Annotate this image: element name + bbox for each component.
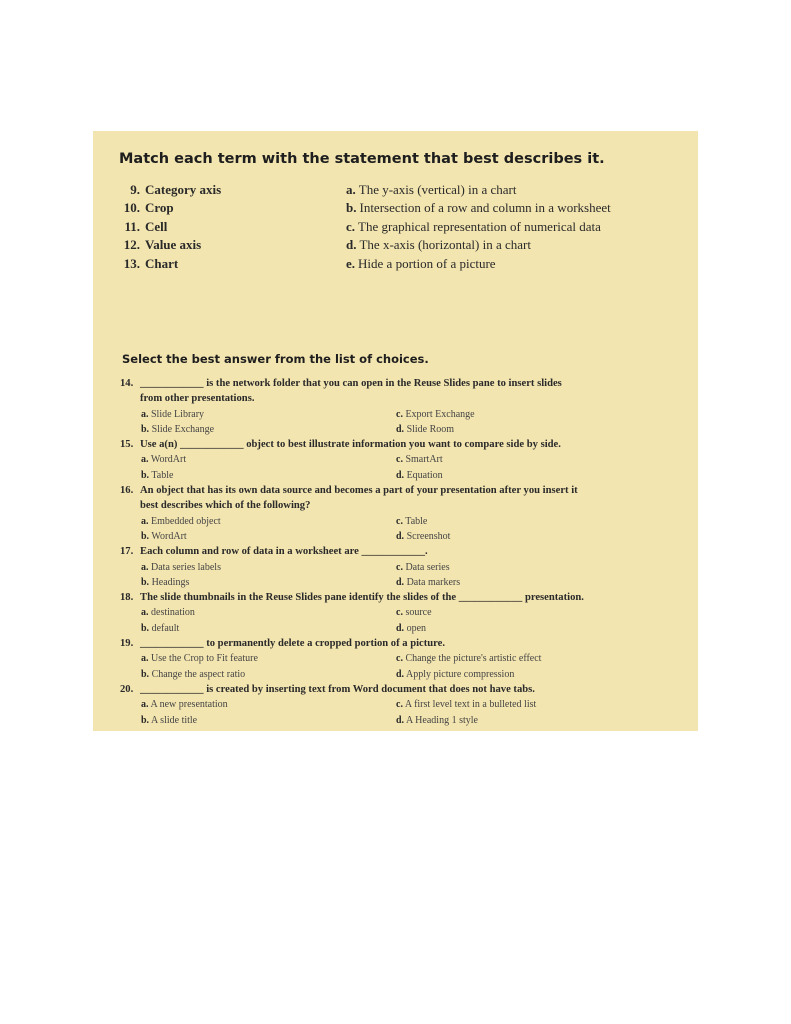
answer-option	[396, 713, 478, 728]
option-letter: c.	[396, 607, 403, 619]
option-letter: c.	[396, 454, 403, 466]
matching-definition	[346, 218, 611, 236]
answer-option	[396, 621, 426, 636]
answer-options	[120, 560, 695, 591]
option-letter: d.	[396, 622, 405, 634]
option-text: WordArt	[150, 454, 187, 466]
option-letter: c.	[396, 699, 403, 711]
definition-letter: a.	[346, 182, 356, 197]
answer-option	[141, 529, 187, 544]
answer-options	[120, 407, 695, 438]
option-text: Data series	[405, 561, 450, 573]
question-stem	[120, 682, 695, 697]
option-text: Table	[405, 515, 428, 527]
answer-options	[120, 605, 695, 636]
answer-option	[396, 651, 541, 666]
question-text: ____________ is the network folder that you can open in the Reuse Slides pane to insert slides	[140, 378, 562, 389]
option-text: Slide Exchange	[151, 423, 215, 435]
definition-letter: c.	[346, 218, 356, 234]
answer-option	[141, 422, 214, 437]
term-number: 13.	[123, 255, 140, 271]
option-letter: a.	[141, 699, 149, 711]
option-letter: d.	[396, 469, 405, 481]
definition-text: Hide a portion of a picture	[358, 255, 496, 271]
option-text: Data series labels	[151, 561, 221, 573]
term-number: 10.	[123, 200, 140, 216]
question-text-continued: from other presentations.	[140, 393, 255, 405]
question-text: ____________ to permanently delete a cropped portion of a picture.	[140, 638, 446, 650]
answer-option	[141, 697, 228, 712]
option-text: A new presentation	[150, 699, 228, 711]
option-letter: b.	[141, 423, 150, 435]
option-letter: a.	[141, 515, 149, 527]
matching-definition	[346, 236, 611, 254]
option-letter: c.	[396, 408, 403, 420]
question-stem	[120, 483, 695, 498]
answer-option	[396, 452, 443, 467]
answer-option	[141, 605, 195, 620]
option-letter: a.	[141, 607, 149, 619]
answer-option	[141, 452, 186, 467]
definition-text: Intersection of a row and column in a worksheet	[359, 200, 611, 216]
question-stem	[120, 636, 695, 651]
option-text: SmartArt	[405, 454, 443, 466]
matching-heading: Match each term with the statement that best describes it.	[119, 151, 605, 167]
question-text: An object that has its own data source and becomes a part of your presentation after you insert it	[140, 485, 578, 497]
answer-option	[141, 468, 173, 483]
answer-option	[396, 529, 450, 544]
answer-option	[141, 651, 258, 666]
question-stem	[120, 437, 695, 452]
term-text: Value axis	[145, 237, 202, 253]
option-text: Change the aspect ratio	[151, 668, 246, 680]
option-text: Equation	[406, 469, 443, 481]
option-text: WordArt	[151, 530, 187, 542]
option-letter: b.	[141, 530, 150, 542]
option-letter: a.	[141, 408, 149, 420]
definition-letter: b.	[346, 200, 357, 216]
term-text: Cell	[145, 218, 168, 234]
option-text: default	[151, 622, 180, 634]
answer-option	[396, 605, 432, 620]
answer-option	[141, 560, 221, 575]
matching-definitions-list	[346, 181, 611, 273]
option-text: Use the Crop to Fit feature	[151, 653, 258, 665]
matching-terms-list	[119, 181, 221, 273]
answer-option	[141, 407, 204, 422]
option-text: Screenshot	[406, 530, 451, 542]
definition-text: The x-axis (horizontal) in a chart	[359, 237, 531, 253]
option-text: Change the picture's artistic effect	[405, 653, 542, 665]
option-text: Embedded object	[151, 515, 221, 527]
option-text: open	[406, 622, 427, 634]
option-letter: b.	[141, 668, 150, 680]
answer-option	[141, 575, 189, 590]
question-stem	[120, 376, 695, 391]
option-text: source	[405, 607, 432, 619]
matching-term	[119, 236, 221, 254]
answer-option	[396, 560, 450, 575]
question-text-continued: best describes which of the following?	[140, 500, 311, 512]
option-text: Headings	[151, 576, 190, 588]
option-text: Slide Library	[151, 408, 205, 420]
answer-option	[396, 575, 460, 590]
term-number: 12.	[123, 237, 140, 253]
option-text: Export Exchange	[405, 408, 475, 420]
option-letter: a.	[141, 653, 149, 665]
question-text: The slide thumbnails in the Reuse Slides pane identify the slides of the ____________ presentation.	[140, 592, 584, 604]
option-text: Slide Room	[406, 423, 455, 435]
definition-text: The graphical representation of numerical data	[358, 218, 601, 234]
multiple-choice-heading: Select the best answer from the list of choices.	[122, 352, 429, 366]
option-letter: d.	[396, 576, 405, 588]
term-number: 9.	[130, 182, 140, 197]
question-number: 18.	[120, 592, 134, 604]
question-number: 14.	[120, 378, 134, 389]
question-text: ____________ is created by inserting text from Word document that does not have tabs.	[140, 683, 535, 695]
answer-option	[396, 667, 514, 682]
option-text: A Heading 1 style	[406, 714, 478, 726]
answer-options	[120, 651, 695, 682]
matching-term	[119, 181, 221, 199]
multiple-choice-list	[120, 376, 695, 728]
option-letter: b.	[141, 469, 150, 481]
term-text: Crop	[145, 200, 174, 216]
matching-term	[119, 199, 221, 217]
question-text: Each column and row of data in a worksheet are ____________.	[140, 546, 428, 558]
question-number: 16.	[120, 485, 134, 497]
matching-definition	[346, 181, 611, 199]
answer-options	[120, 697, 695, 728]
matching-definition	[346, 199, 611, 217]
option-text: A first level text in a bulleted list	[404, 699, 537, 711]
option-letter: b.	[141, 576, 150, 588]
answer-option	[396, 407, 475, 422]
answer-options	[120, 514, 695, 545]
option-text: A slide title	[151, 714, 198, 726]
answer-option	[141, 621, 179, 636]
definition-text: The y-axis (vertical) in a chart	[358, 182, 517, 197]
option-text: Data markers	[406, 576, 461, 588]
question-number: 20.	[120, 683, 134, 695]
option-letter: d.	[396, 714, 405, 726]
answer-option	[396, 468, 443, 483]
option-letter: d.	[396, 530, 405, 542]
option-text: Table	[151, 469, 174, 481]
option-text: Apply picture compression	[406, 668, 515, 680]
option-letter: d.	[396, 668, 405, 680]
definition-letter: d.	[346, 237, 357, 253]
question-stem	[120, 590, 695, 605]
matching-term	[119, 255, 221, 273]
option-letter: b.	[141, 714, 150, 726]
term-number: 11.	[124, 218, 140, 234]
definition-letter: e.	[346, 255, 356, 271]
matching-definition	[346, 255, 611, 273]
term-text: Chart	[145, 255, 179, 271]
option-letter: c.	[396, 653, 403, 665]
answer-option	[141, 514, 221, 529]
question-number: 15.	[120, 439, 134, 451]
option-text: destination	[151, 607, 195, 619]
option-letter: b.	[141, 622, 150, 634]
answer-option	[396, 514, 427, 529]
answer-option	[396, 422, 454, 437]
question-number: 17.	[120, 546, 134, 558]
question-stem	[120, 544, 695, 559]
option-letter: a.	[141, 454, 149, 466]
option-letter: a.	[141, 561, 149, 573]
option-letter: d.	[396, 423, 405, 435]
term-text: Category axis	[145, 182, 222, 197]
answer-option	[141, 667, 245, 682]
answer-option	[396, 697, 536, 712]
option-letter: c.	[396, 561, 403, 573]
answer-options	[120, 452, 695, 483]
option-letter: c.	[396, 515, 403, 527]
question-text: Use a(n) ____________ object to best illustrate information you want to compare side by side.	[140, 439, 561, 451]
matching-term	[119, 218, 221, 236]
exercise-panel	[93, 131, 698, 731]
answer-option	[141, 713, 197, 728]
question-number: 19.	[120, 638, 134, 650]
